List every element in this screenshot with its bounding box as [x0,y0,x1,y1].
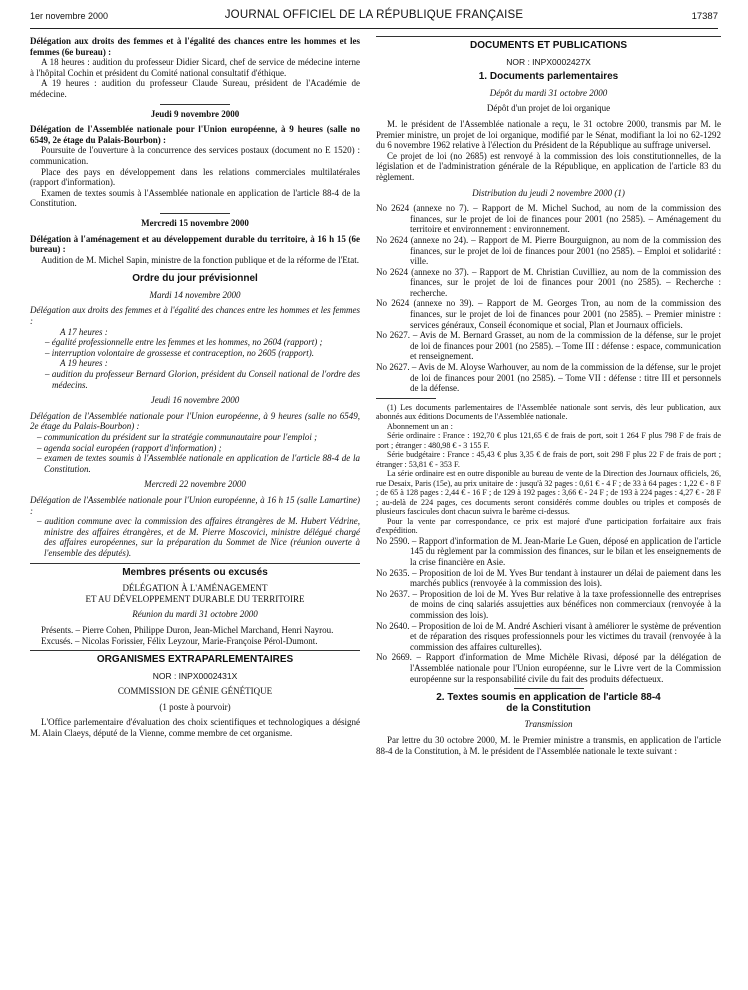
header-title: JOURNAL OFFICIEL DE LA RÉPUBLIQUE FRANÇAISE [224,9,524,21]
list-item: – interruption volontaire de grossesse et contraception, no 2605 (rapport). [45,347,315,358]
delegation-title: ET AU DÉVELOPPEMENT DURABLE DU TERRITOIRE [85,593,305,604]
document-item: No 2627. – Avis de M. Bernard Grasset, au nom de la commission de la défense, sur le projet de loi de finances pour 2001 (no 2585). – Tome III : défense : espace, communication et renseignement. [376,330,721,362]
list-item: – examen de textes soumis à l'Assemblée nationale en application de l'article 88-4 de la Constitution. [37,453,360,474]
paragraph: A 19 heures : audition du professeur Claude Sureau, président de l'Académie de médecine. [30,78,360,99]
paragraph: Audition de M. Michel Sapin, ministre de la fonction publique et de la réforme de l'Etat. [41,254,360,265]
paragraph: Délégation de l'Assemblée nationale pour l'Union européenne, à 16 h 15 (salle Lamartine) : [30,494,360,516]
paragraph: A 17 heures : [60,326,108,337]
date-heading: Jeudi 9 novembre 2000 [150,108,240,119]
paragraph: Délégation aux droits des femmes et à l'égalité des chances entre les hommes et les femmes : [30,305,360,327]
page-header [30,8,718,29]
paragraph: Place des pays en développement dans les relations commerciales multilatérales (rapport d'information). [30,166,360,188]
list-item: – communication du président sur la stratégie communautaire pour l'emploi ; [37,432,318,442]
footnote: La série ordinaire est en outre disponible au bureau de vente de la Direction des Journaux officiels, 26, rue Desaix, Paris (15e), au prix unitaire de : jusqu'à 32 pages : 0,61 € - 4 F ; de 33 à 64 pages : 1,22 € - 8 F ; de 65 à 128 pages : 2,44 € - 16 F ; de 129 à 192 pages : 3,66 € - 24 F ; de 193 à 224 pages : 4,27 € - 28 F ; au-delà de 224 pages, ces documents seront considérés comme doubles ou triples et composés de plusieurs fascicules dont chacun suivra le barème ci-dessus. [376,469,721,517]
document-item: No 2624 (annexe no 39). – Rapport de M. Georges Tron, au nom de la commission des finances, sur le projet de loi de finances pour 2001 (no 2585). – Premier ministre : services généraux, Conseil économique et social, Plan et Journaux officiels. [376,298,721,330]
section-heading: DOCUMENTS ET PUBLICATIONS [469,40,628,51]
footnote: (1) Les documents parlementaires de l'Assemblée nationale sont servis, dès leur publication, aux abonnés aux éditions Documents de l'Assemblée nationale. [376,402,721,422]
section-heading: Ordre du jour prévisionnel [132,273,258,285]
left-column [30,36,360,739]
paragraph: Délégation à l'aménagement et au développement durable du territoire, à 16 h 15 (6e bureau) : [30,233,360,255]
divider [160,213,230,214]
document-item: No 2640. – Proposition de loi de M. André Aschieri visant à améliorer le système de prévention et de réparation des risques professionnels pour les victimes du travail (renvoyée à la commission des affaires culturelles). [376,620,721,652]
paragraph: Examen de textes soumis à l'Assemblée nationale en application de l'article 88-4 de la Constitution. [30,187,360,209]
paragraph: Délégation de l'Assemblée nationale pour l'Union européenne, à 9 heures (salle no 6549, 2e étage du Palais-Bourbon) : [30,410,360,432]
date-heading: Mercredi 22 novembre 2000 [144,479,246,490]
date-heading: Distribution du jeudi 2 novembre 2000 (1) [472,187,625,198]
list-item: – audition commune avec la commission des affaires étrangères de M. Hubert Védrine, ministre des affaires étrangères, et de M. Pierre Moscovici, ministre délégué chargé des affaires européennes, sur la préparation du Sommet de Nice (réunion ouverte à l'ensemble des députés). [37,516,360,558]
date-heading: Dépôt du mardi 31 octobre 2000 [489,87,608,98]
paragraph: Excusés. – Nicolas Forissier, Félix Leyzour, Marie-Françoise Pérol-Dumont. [41,635,318,646]
document-item: No 2635. – Proposition de loi de M. Yves Bur tendant à instaurer un délai de paiement dans les marchés publics (renvoyée à la commission des lois). [376,567,721,589]
paragraph: Ce projet de loi (no 2685) est renvoyé à la commission des lois constitutionnelles, de la législation et de l'administration générale de la République, en application de l'article 83 du règlement. [376,150,721,182]
subsection-heading: de la Constitution [506,702,591,714]
meeting-date: Réunion du mardi 31 octobre 2000 [132,609,258,620]
footnote: Pour la vente par correspondance, ce prix est majoré d'une participation forfaitaire aux frais d'expédition. [376,516,721,536]
nor-reference: NOR : INPX0002431X [152,670,238,681]
date-heading: Mercredi 15 novembre 2000 [141,217,249,228]
date-heading: Jeudi 16 novembre 2000 [150,395,240,406]
document-item: No 2590. – Rapport d'information de M. Jean-Marie Le Guen, déposé en application de l'article 145 du règlement par la commission des finances, sur le bilan et les enseignements de la crise financière en Asie. [376,535,721,567]
paragraph: Poursuite de l'ouverture à la concurrence des services postaux (document no E 1520) : communication. [30,145,360,166]
paragraph: L'Office parlementaire d'évaluation des choix scientifiques et technologiques a désigné M. Alain Claeys, député de la Vienne, comme membre de cet organisme. [30,717,360,739]
section-heading: Membres présents ou excusés [122,566,268,578]
nor-reference: NOR : INPX0002427X [506,56,591,67]
paragraph: Présents. – Pierre Cohen, Philippe Duron, Jean-Michel Marchand, Henri Nayrou. [41,624,334,635]
right-column [376,36,721,756]
footnote: Série budgétaire : France : 45,43 € plus 3,35 € de frais de port, soit 298 F plus 22 F de frais de port ; étranger : 53,81 € - 353 F. [376,450,721,469]
header-date: 1er novembre 2000 [30,11,109,21]
delegation-title: DÉLÉGATION À L'AMÉNAGEMENT [122,583,268,594]
document-item: No 2669. – Rapport d'information de Mme Michèle Rivasi, déposé par la délégation de l'Assemblée nationale pour l'Union européenne, sur le Livre vert de la Commission européenne sur la responsabilité civile du fait des produits défectueux. [376,652,721,684]
list-item: – audition du professeur Bernard Glorion, président du Conseil national de l'ordre des médecins. [45,369,360,390]
document-item: No 2624 (annexe no 24). – Rapport de M. Pierre Bourguignon, au nom de la commission des finances, sur le projet de loi de finances pour 2001 (no 2585). – Emploi et solidarité : ville. [376,234,721,267]
list-item: – agenda social européen (rapport d'information) ; [37,442,222,453]
section-heading: ORGANISMES EXTRAPARLEMENTAIRES [96,654,294,666]
divider [160,269,230,270]
divider [160,104,230,105]
commission-title: COMMISSION DE GÉNIE GÉNÉTIQUE [117,686,273,697]
document-item: No 2624 (annexe no 7). – Rapport de M. Michel Suchod, au nom de la commission des finances, sur le projet de loi de finances pour 2001 (no 2585). – Aménagement du territoire et environnement : environnement. [376,203,721,235]
paragraph: Délégation aux droits des femmes et à l'égalité des chances entre les hommes et les femmes (6e bureau) : [30,36,360,57]
divider [376,36,721,37]
subheading: Dépôt d'un projet de loi organique [486,103,611,114]
paragraph: Délégation de l'Assemblée nationale pour l'Union européenne, à 9 heures (salle no 6549, 2e étage du Palais-Bourbon) : [30,124,360,145]
divider [30,650,360,651]
subheading: Transmission [524,719,573,730]
subsection-heading: 1. Documents parlementaires [478,71,619,83]
paragraph: M. le président de l'Assemblée nationale a reçu, le 31 octobre 2000, transmis par M. le Premier ministre, un projet de loi organique, modifié par le Sénat, modifiant la loi no 62-1292 du 6 novembre 1962 relative à l'élection du Président de la République au suffrage universel. [376,118,721,151]
paragraph: (1 poste à pourvoir) [159,701,231,712]
paragraph: Par lettre du 30 octobre 2000, M. le Premier ministre a transmis, en application de l'article 88-4 de la Constitution, à M. le président de l'Assemblée nationale le texte suivant : [376,734,721,756]
document-item: No 2624 (annexe no 37). – Rapport de M. Christian Cuvilliez, au nom de la commission des finances, sur le projet de loi de finances pour 2001 (no 2585). – Recherche : recherche. [376,266,721,298]
subsection-heading: 2. Textes soumis en application de l'article 88-4 [436,692,661,704]
document-item: No 2627. – Avis de M. Aloyse Warhouver, au nom de la commission de la défense, sur le projet de loi de finances pour 2001 (no 2585). – Tome VII : défense : titre III et personnels de la défense. [376,362,721,394]
footnote-divider [376,398,436,399]
footnote: Abonnement un an : [387,421,453,431]
list-item: – égalité professionnelle entre les femmes et les hommes, no 2604 (rapport) ; [45,337,323,348]
paragraph: A 18 heures : audition du professeur Didier Sicard, chef de service de médecine interne à l'hôpital Cochin et président du Comité national consultatif d'éthique. [30,57,360,78]
date-heading: Mardi 14 novembre 2000 [149,289,241,300]
page-number: 17387 [691,11,718,22]
divider [514,688,584,689]
document-item: No 2637. – Proposition de loi de M. Yves Bur relative à la taxe professionnelle des entreprises de moins de cinq salariés assujetties aux bénéfices non commerciaux (renvoyée à la commission des lois). [376,588,721,620]
footnote: Série ordinaire : France : 192,70 € plus 121,65 € de frais de port, soit 1 264 F plus 798 F de frais de port ; étranger : 480,98 € - 3 155 F. [376,431,721,450]
paragraph: A 19 heures : [60,358,108,369]
divider [30,563,360,564]
